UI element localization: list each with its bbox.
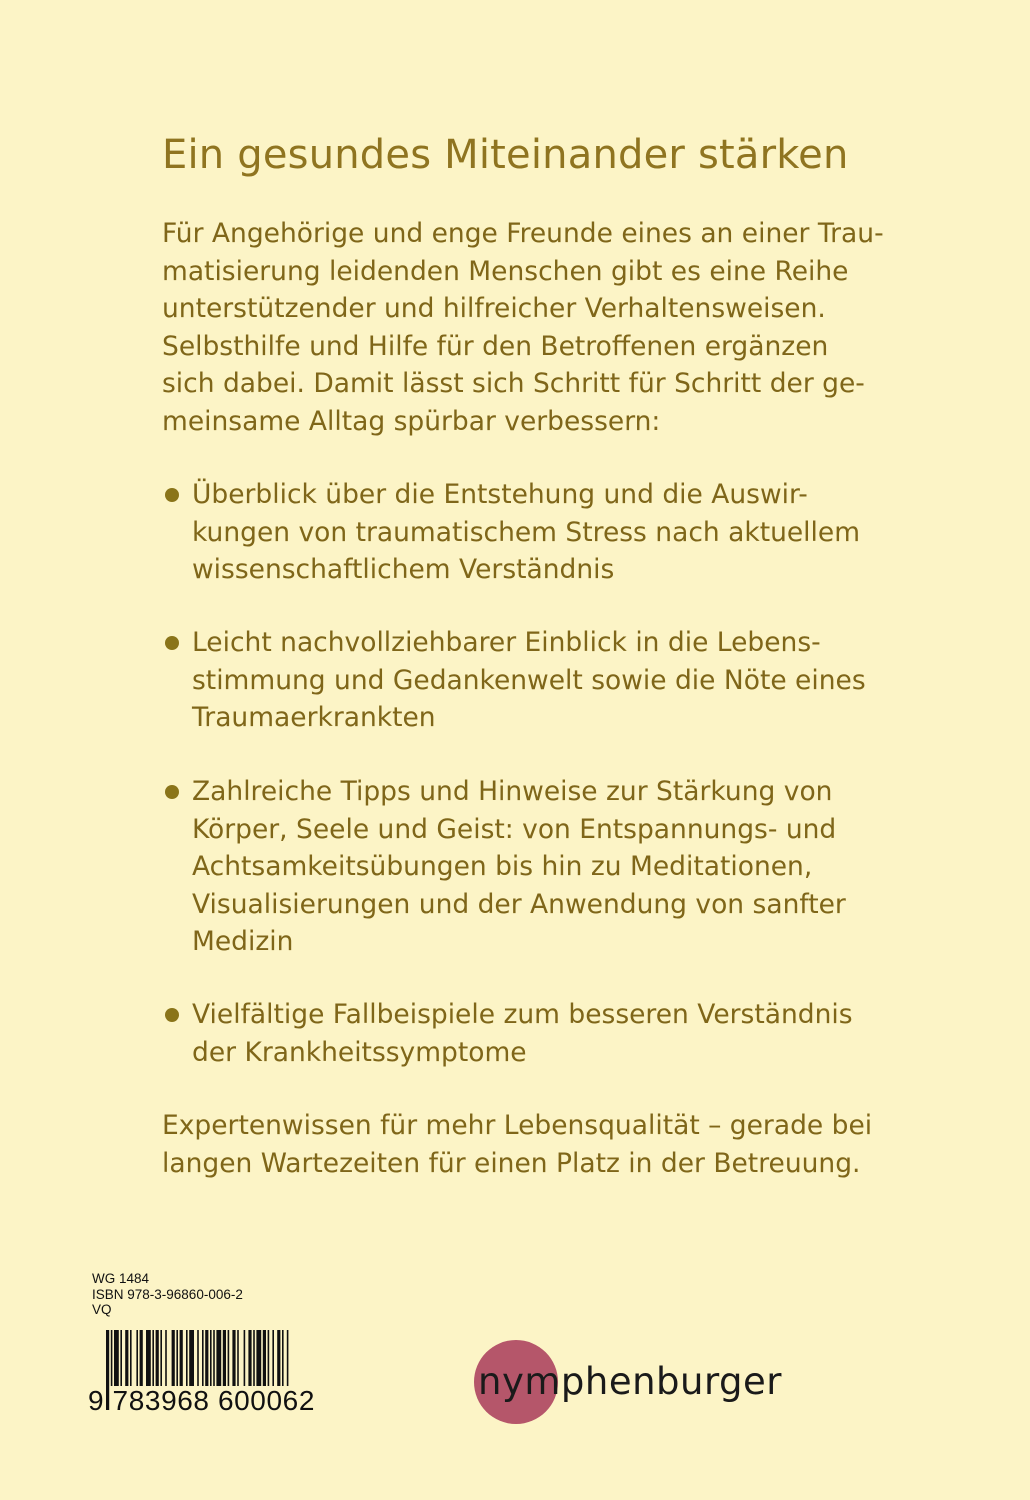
bullet-line: Achtsamkeitsübungen bis hin zu Meditationen, (192, 851, 813, 882)
bullet-line: Leicht nachvollziehbarer Einblick in die Lebens- (192, 627, 821, 658)
outro-line: langen Wartezeiten für einen Platz in der Betreuung. (162, 1147, 861, 1179)
bullet-dot-icon (165, 488, 179, 502)
bullet-line: Traumaerkrankten (192, 702, 436, 733)
bullet-line: Visualisierungen und der Anwendung von sanfter (192, 888, 846, 920)
bullet-line: stimmung und Gedankenwelt sowie die Nöte eines (192, 664, 866, 696)
closing-paragraph (162, 1107, 873, 1182)
vq-code: VQ (92, 1302, 112, 1317)
book-metadata (92, 1271, 243, 1318)
bullet-line: Zahlreiche Tipps und Hinweise zur Stärkung von (192, 776, 833, 807)
cover-title: Ein gesundes Miteinander stärken (162, 132, 849, 178)
bullet-dot-icon (165, 636, 179, 650)
outro-line: Expertenwissen für mehr Lebensqualität – gerade bei (162, 1110, 873, 1141)
bullet-line: Vielfältige Fallbeispiele zum besseren Verständnis (192, 999, 853, 1030)
intro-line: Für Angehörige und enge Freunde eines an einer Trau- (162, 218, 884, 249)
publisher-logo (474, 1340, 804, 1430)
intro-line: sich dabei. Damit lässt sich Schritt für Schritt der ge- (162, 368, 865, 399)
intro-line: Selbsthilfe und Hilfe für den Betroffenen ergänzen (162, 330, 829, 362)
publisher-name: nymphenburger (478, 1360, 782, 1403)
bullet-dot-icon (165, 785, 179, 799)
warengruppe: WG 1484 (92, 1271, 150, 1286)
isbn: ISBN 978-3-96860-006-2 (92, 1286, 243, 1302)
intro-line: meinsame Alltag spürbar verbessern: (162, 405, 661, 437)
barcode-digits: 9 783968 600062 (88, 1385, 315, 1416)
intro-line: matisierung leidenden Menschen gibt es eine Reihe (162, 255, 849, 287)
intro-paragraph (162, 215, 884, 440)
bullet-line: kungen von traumatischem Stress nach aktuellem (192, 516, 861, 548)
bullet-line: Körper, Seele und Geist: von Entspannungs- und (192, 813, 837, 845)
bullet-line: Überblick über die Entstehung und die Auswir- (192, 479, 808, 510)
bullet-dot-icon (165, 1008, 179, 1022)
bullet-line: der Krankheitssymptome (192, 1036, 527, 1068)
intro-line: unterstützender und hilfreicher Verhaltensweisen. (162, 293, 826, 324)
bullet-line: Medizin (192, 926, 294, 957)
bullet-line: wissenschaftlichem Verständnis (192, 554, 615, 585)
